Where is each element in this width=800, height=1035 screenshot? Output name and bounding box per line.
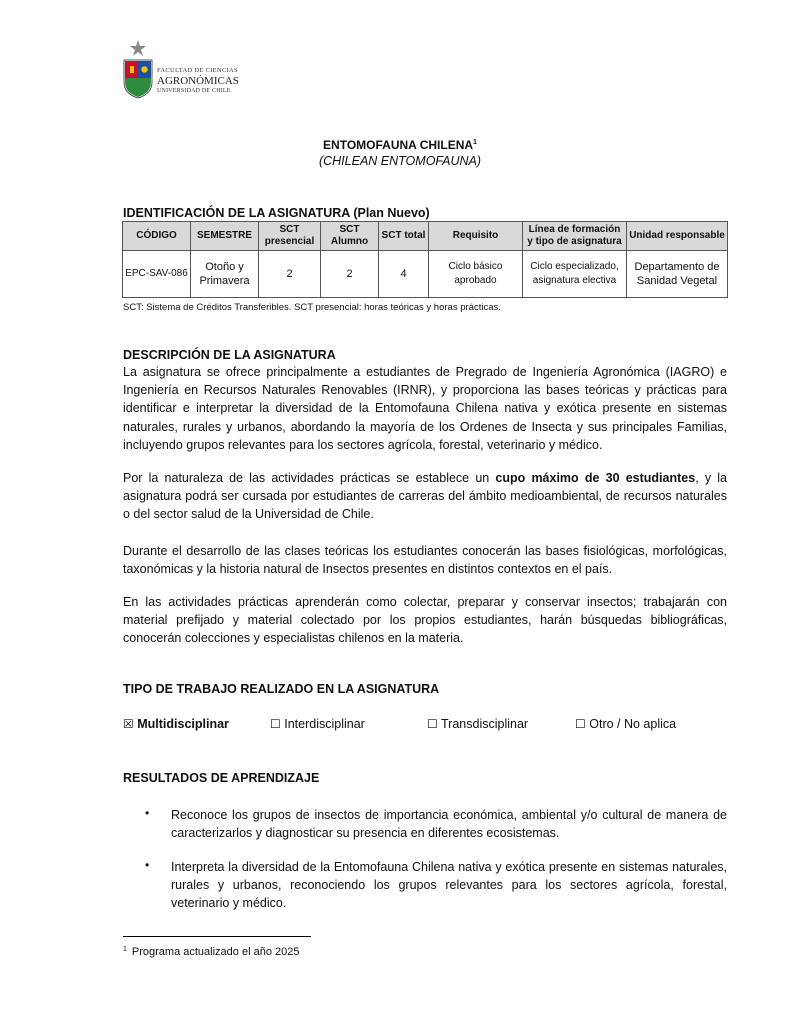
document-title — [0, 138, 800, 152]
footnote-divider — [123, 936, 311, 937]
footnote-mark: 1 — [123, 946, 127, 953]
table-row — [123, 251, 728, 298]
col-header-requisito: Requisito — [429, 222, 523, 251]
description-paragraph-3: Durante el desarrollo de las clases teóricas los estudiantes conocerán las bases fisiológicas, morfológicas, taxonómicas y la historia natural de Insectos presentes en distintos contextos en el país. — [123, 544, 727, 577]
col-header-unidad: Unidad responsable — [627, 222, 728, 251]
col-header-semestre: SEMESTRE — [191, 222, 259, 251]
option-label: Multidisciplinar — [137, 717, 229, 731]
identification-heading: IDENTIFICACIÓN DE LA ASIGNATURA (Plan Nuevo) — [123, 206, 430, 220]
col-header-sct-total: SCT total — [379, 222, 429, 251]
description-heading: DESCRIPCIÓN DE LA ASIGNATURA — [123, 348, 336, 362]
col-header-sct-alumno: SCT Alumno — [321, 222, 379, 251]
identification-table — [122, 221, 728, 298]
cell-unidad: Departamento de Sanidad Vegetal — [627, 251, 728, 298]
p2-before: Por la naturaleza de las actividades prácticas se establece un — [123, 471, 496, 485]
result-item-2: Interpreta la diversidad de la Entomofauna Chilena nativa y exótica presente en sistemas naturales, rurales y urbanos, reconociendo los grupos relevantes para los sectores agrícola, forestal, veterinario y médico. — [171, 860, 727, 911]
cell-codigo: EPC-SAV-086 — [123, 251, 191, 298]
work-type-options — [123, 717, 727, 735]
option-otro[interactable] — [575, 717, 676, 731]
p2-capacity: cupo máximo de 30 estudiantes — [495, 471, 696, 485]
table-header-row — [123, 222, 728, 251]
option-interdisciplinar[interactable] — [270, 717, 365, 731]
title-text: ENTOMOFAUNA CHILENA — [323, 138, 474, 152]
title-footnote-mark[interactable]: 1 — [473, 139, 477, 146]
work-type-heading: TIPO DE TRABAJO REALIZADO EN LA ASIGNATURA — [123, 682, 440, 696]
cell-sct-alumno: 2 — [321, 251, 379, 298]
checked-box-icon[interactable]: ☒ — [123, 717, 134, 731]
unchecked-box-icon[interactable]: ☐ — [427, 717, 438, 731]
faculty-logo — [120, 38, 240, 100]
logo-line-faculty: FACULTAD DE CIENCIAS — [157, 67, 238, 74]
description-paragraph-1: La asignatura se ofrece principalmente a estudiantes de Pregrado de Ingeniería Agronómica (IAGRO) e Ingeniería en Recursos Naturales Renovables (IRNR), y proporciona las bases teóricas y prácticas para identificar e interpretar la diversidad de la Entomofauna Chilena nativa y exótica presente en sistemas naturales, rurales y urbanos, abordando la mayoría de los Ordenes de Insecta y sus principales Familias, incluyendo grupos relevantes para los sectores agrícola, forestal, veterinario y médico. — [123, 365, 727, 452]
description-paragraph-2 — [123, 469, 727, 524]
col-header-sct-presencial: SCT presencial — [259, 222, 321, 251]
logo-line-university: UNIVERSIDAD DE CHILE — [157, 87, 231, 94]
description-paragraph-4: En las actividades prácticas aprenderán como colectar, preparar y conservar insectos; trabajarán con material prefijado y material colectado por los propios estudiantes, harán búsquedas bibliográficas, conocerán colecciones y especialistas chilenos en la materia. — [123, 595, 727, 646]
cell-sct-total: 4 — [379, 251, 429, 298]
unchecked-box-icon[interactable]: ☐ — [575, 717, 586, 731]
results-heading: RESULTADOS DE APRENDIZAJE — [123, 771, 320, 785]
cell-linea-formacion: Ciclo especializado, asignatura electiva — [523, 251, 627, 298]
option-multidisciplinar[interactable] — [123, 717, 229, 731]
cell-sct-presencial: 2 — [259, 251, 321, 298]
document-subtitle: (CHILEAN ENTOMOFAUNA) — [318, 154, 482, 168]
logo-line-agronomicas: AGRONÓMICAS — [157, 74, 239, 87]
option-label: Otro / No aplica — [589, 717, 677, 731]
p2-after: , y la asignatura podrá ser cursada por estudiantes de carreras del ámbito medioambiental, de recursos naturales o del sector salud de la Universidad de Chile. — [123, 471, 727, 522]
cell-requisito: Ciclo básico aprobado — [429, 251, 523, 298]
result-item-1: Reconoce los grupos de insectos de importancia económica, ambiental y/o cultural de manera de caracterizarlos y diagnosticar su presencia en diferentes ecosistemas. — [171, 808, 727, 841]
footnote-text: Programa actualizado el año 2025 — [131, 946, 300, 958]
sct-note: SCT: Sistema de Créditos Transferibles. SCT presencial: horas teóricas y horas prácticas. — [123, 302, 501, 313]
cell-semestre: Otoño y Primavera — [191, 251, 259, 298]
option-label: Transdisciplinar — [441, 717, 529, 731]
university-crest-icon — [120, 38, 156, 100]
option-label: Interdisciplinar — [284, 717, 365, 731]
col-header-linea-formacion: Línea de formación y tipo de asignatura — [523, 222, 627, 251]
bullet-icon: • — [145, 806, 150, 820]
footnote — [123, 946, 299, 958]
unchecked-box-icon[interactable]: ☐ — [270, 717, 281, 731]
col-header-codigo: CÓDIGO — [123, 222, 191, 251]
bullet-icon: • — [145, 858, 150, 872]
option-transdisciplinar[interactable] — [427, 717, 528, 731]
